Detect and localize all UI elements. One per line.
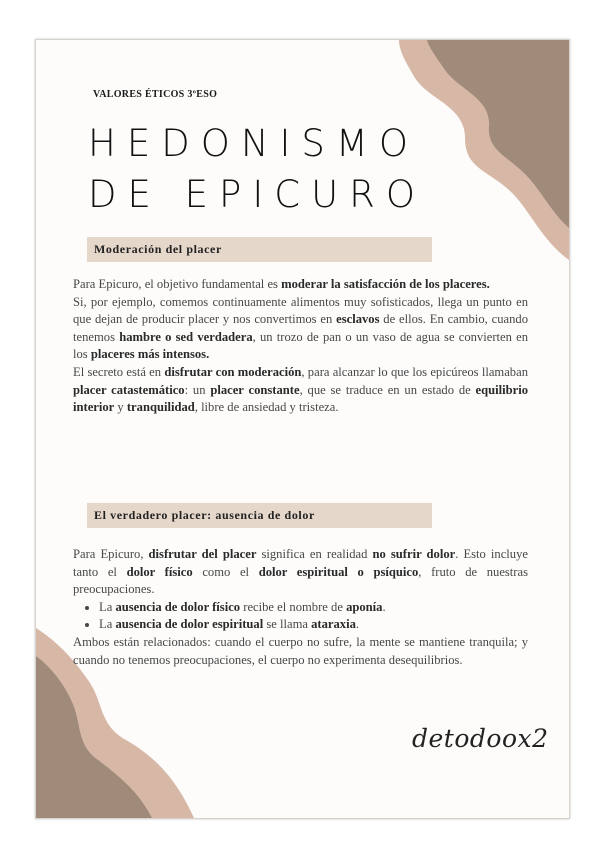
bold-text: tranquilidad	[126, 400, 195, 415]
text: Para Epicuro,	[73, 547, 149, 561]
bold-text: placer catastemático	[73, 382, 185, 397]
paragraph	[73, 546, 528, 599]
bold-text: placeres más intensos.	[90, 347, 210, 362]
section-heading-ausencia-dolor: El verdadero placer: ausencia de dolor	[87, 503, 432, 528]
section-heading-moderacion: Moderación del placer	[87, 237, 432, 262]
text: La	[99, 599, 116, 614]
bold-text: ataraxia	[311, 617, 356, 632]
text: se llama	[263, 617, 312, 632]
section-body-ausencia-dolor	[73, 546, 528, 669]
document-page	[35, 39, 570, 819]
text: , que se traduce en un estado de	[299, 382, 476, 397]
paragraph	[73, 364, 528, 417]
list-item	[99, 599, 528, 617]
paragraph	[73, 294, 528, 364]
subject-label: VALORES ÉTICOS 3ºESO	[93, 89, 218, 100]
bold-text: moderar la satisfacción de los placeres.	[281, 277, 490, 291]
text: , un trozo de pan o un vaso de agua se convierten en los	[73, 329, 528, 362]
title-line-1: HEDONISMO	[88, 122, 419, 165]
bold-text: hambre o sed verdadera	[119, 329, 253, 344]
page-title	[88, 118, 426, 220]
text: , libre de ansiedad y tristeza.	[194, 400, 339, 415]
bold-text: dolor espiritual o psíquico	[258, 564, 419, 579]
bold-text: disfrutar del placer	[148, 547, 257, 561]
bold-text: ausencia de dolor espiritual	[115, 617, 264, 632]
text: Si, por ejemplo, comemos continuamente alimentos muy sofisticados, llega un punto en que dejan de producir placer y nos convertimos en	[73, 294, 528, 327]
text: .	[382, 599, 386, 614]
text: : un	[184, 382, 211, 397]
list-item	[99, 616, 528, 634]
text: recibe el nombre de	[240, 599, 347, 614]
text: , fruto de nuestras preocupaciones.	[73, 564, 528, 597]
text: . Esto incluye tanto el	[73, 547, 528, 579]
bold-text: esclavos	[336, 312, 380, 327]
paragraph	[73, 276, 528, 294]
bullet-list	[73, 599, 528, 634]
text: , para alcanzar lo que los epicúreos llamaban	[301, 364, 528, 379]
text: El secreto está en	[73, 364, 165, 379]
paragraph: Ambos están relacionados: cuando el cuerpo no sufre, la mente se mantiene tranquila; y cuando no tenemos preocupaciones, el cuerpo no experimenta desequilibrios.	[73, 634, 528, 667]
title-line-2: DE EPICURO	[88, 173, 426, 216]
bold-text: aponía	[346, 599, 383, 614]
bold-text: disfrutar con moderación	[164, 364, 302, 379]
text: y	[114, 400, 127, 415]
section-body-moderacion	[73, 276, 528, 417]
author-signature: detodoox2	[412, 724, 549, 753]
bold-text: no sufrir dolor	[372, 547, 456, 561]
wave-dark-band	[427, 40, 569, 228]
text: .	[355, 617, 360, 632]
bold-text: ausencia de dolor físico	[115, 599, 241, 614]
text: significa en realidad	[256, 547, 373, 561]
bold-text: equilibrio interior	[73, 382, 529, 415]
bold-text: placer constante	[210, 382, 300, 397]
text: Para Epicuro, el objetivo fundamental es	[73, 277, 282, 291]
bold-text: dolor físico	[126, 564, 193, 579]
text: como el	[192, 564, 259, 579]
text: de ellos. En cambio, cuando tenemos	[73, 312, 528, 344]
text: La	[99, 617, 116, 632]
